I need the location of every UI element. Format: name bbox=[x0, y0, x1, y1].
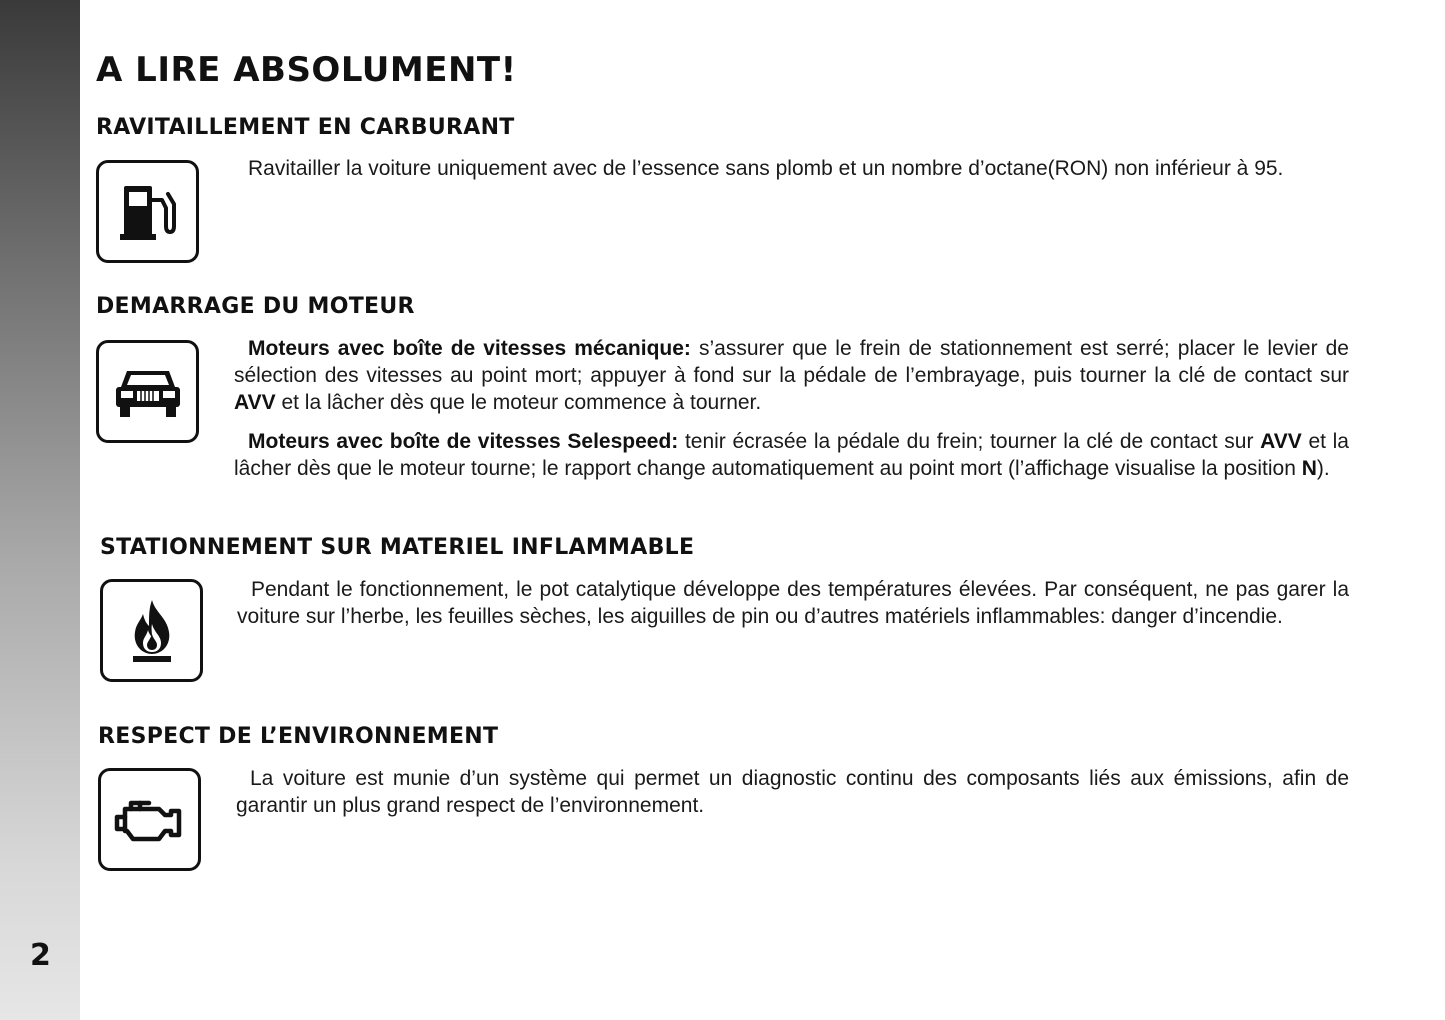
fuel-text: Ravitailler la voiture uniquement avec de l’essence sans plomb et un nombre d’octane(RON) non inférieur à 95. bbox=[248, 157, 1284, 180]
parking-text: Pendant le fonctionnement, le pot catalytique développe des températures élevées. Par conséquent, ne pas garer la voiture sur l’herbe, les feuilles sèches, les aiguilles de pin ou d’autres matériels inflammables: danger d’incendie. bbox=[237, 578, 1349, 628]
flame-icon bbox=[127, 598, 177, 664]
fuel-pump-icon bbox=[116, 180, 180, 244]
flame-icon-box bbox=[100, 579, 203, 682]
section-heading-engine-start: DEMARRAGE DU MOTEUR bbox=[96, 294, 415, 319]
section-heading-environment: RESPECT DE L’ENVIRONNEMENT bbox=[98, 724, 499, 749]
side-band bbox=[0, 0, 80, 1020]
section-heading-parking: STATIONNEMENT SUR MATERIEL INFLAMMABLE bbox=[100, 535, 695, 560]
section-heading-fuel: RAVITAILLEMENT EN CARBURANT bbox=[96, 115, 515, 140]
car-front-icon bbox=[113, 363, 183, 421]
environment-text: La voiture est munie d’un système qui permet un diagnostic continu des composants liés aux émissions, afin de garantir un plus grand respect de l’environnement. bbox=[236, 767, 1349, 817]
fuel-icon-box bbox=[96, 160, 199, 263]
page-title: A LIRE ABSOLUMENT! bbox=[96, 50, 517, 90]
engine-icon-box bbox=[98, 768, 201, 871]
engine-start-selespeed-text: Moteurs avec boîte de vitesses Selespeed: tenir écrasée la pédale du frein; tourner la clé de contact sur AVV et la lâcher dès que le moteur tourne; le rapport change automatiquement au point mort (l’affichage visualise la position N). bbox=[234, 430, 1349, 480]
engine-start-manual-text: Moteurs avec boîte de vitesses mécanique: s’assurer que le frein de stationnement est serré; placer le levier de sélection des vitesses au point mort; appuyer à fond sur la pédale de l’embrayage, puis tourner la clé de contact sur AVV et la lâcher dès que le moteur commence à tourner. bbox=[234, 337, 1349, 414]
car-icon-box bbox=[96, 340, 199, 443]
engine-icon bbox=[113, 795, 187, 845]
page-number: 2 bbox=[30, 938, 52, 973]
